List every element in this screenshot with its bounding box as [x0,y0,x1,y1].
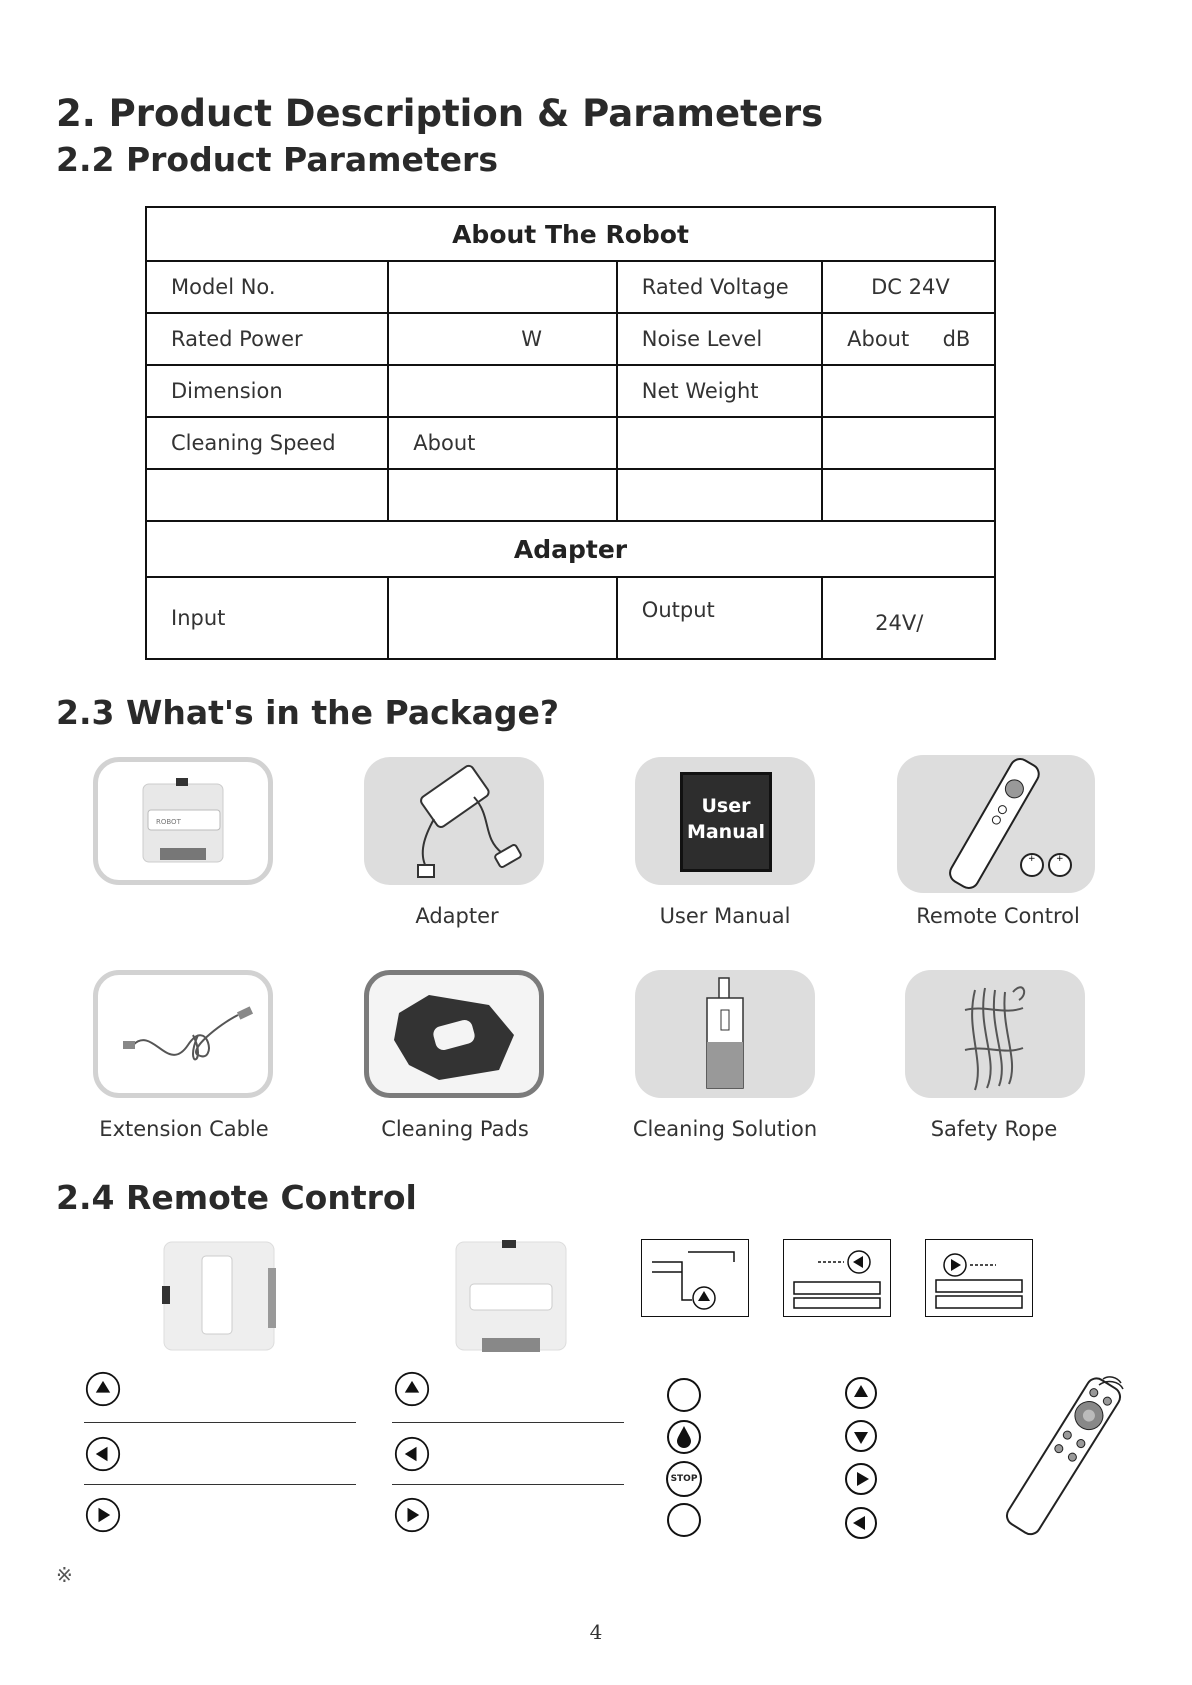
table-row [146,313,995,365]
table-cell [388,365,617,417]
package-label: Extension Cable [99,1117,269,1141]
package-label: Adapter [415,904,499,928]
robot-icon [98,762,268,880]
table-cell: Cleaning Speed [146,417,388,469]
left-arrow-button[interactable] [843,1505,879,1541]
water-drop-button[interactable] [666,1419,702,1455]
manual-book-line: User [701,795,751,817]
bottle-icon [635,970,815,1098]
package-item-cleaning-solution [635,970,815,1098]
package-label: Safety Rope [930,1117,1058,1141]
svg-text:+: + [1028,854,1036,864]
table-cell: Noise Level [617,313,822,365]
table-cell: Rated Power [146,313,388,365]
package-item-user-manual [635,757,815,885]
right-arrow-button[interactable] [843,1461,879,1497]
right-path-icon [926,1240,1032,1316]
svg-text:+: + [1056,854,1064,864]
up-arrow-button[interactable] [394,1371,430,1407]
cable-icon [98,975,268,1093]
table-cell: Dimension [146,365,388,417]
section-title-parameters: 2.2 Product Parameters [56,140,498,179]
down-arrow-button[interactable] [843,1418,879,1454]
table-cell [822,417,995,469]
table-cell: Input [146,577,388,659]
divider [84,1484,356,1485]
package-item-adapter [364,757,544,885]
package-label: Cleaning Solution [632,1117,818,1141]
right-arrow-button[interactable] [85,1497,121,1533]
robot-horizontal-icon [452,1238,570,1354]
table-row [146,417,995,469]
path-diagram-left [783,1239,891,1317]
table-cell: W [388,313,617,365]
package-item-robot [93,757,273,885]
package-label: Cleaning Pads [381,1117,529,1141]
left-arrow-button[interactable] [394,1436,430,1472]
table-cell [822,469,995,521]
package-item-cleaning-pads [364,970,544,1098]
robot-vertical-icon [160,1238,278,1354]
table-cell: Rated Voltage [617,261,822,313]
table-cell: DC 24V [822,261,995,313]
path-diagram-zigzag [641,1239,749,1317]
page-title: 2. Product Description & Parameters [56,92,824,135]
table-row [146,365,995,417]
up-arrow-button[interactable] [85,1371,121,1407]
left-path-icon [784,1240,890,1316]
table-cell [388,261,617,313]
page-number: 4 [589,1620,603,1644]
table-cell [388,577,617,659]
table-cell [388,469,617,521]
left-arrow-button[interactable] [85,1436,121,1472]
table-cell [822,365,995,417]
up-arrow-button[interactable] [843,1375,879,1411]
table-cell: About [388,417,617,469]
package-item-remote [897,755,1095,893]
robot-brand-label: ROBOT [156,818,181,826]
table-cell [146,469,388,521]
package-label: User Manual [659,904,791,928]
table-cell: Net Weight [617,365,822,417]
table-row [146,469,995,521]
table-cell: About dB [822,313,995,365]
table-header-robot: About The Robot [146,207,995,261]
table-cell [617,469,822,521]
section-title-package: 2.3 What's in the Package? [56,693,560,732]
parameters-table [145,206,996,660]
rope-icon [905,970,1085,1098]
table-cell: Output [617,577,822,659]
zigzag-path-icon [642,1240,748,1316]
package-label: Remote Control [916,904,1080,928]
divider [84,1422,356,1423]
manual-icon [680,772,772,872]
package-item-extension-cable [93,970,273,1098]
note-symbol: ※ [56,1563,73,1587]
remote-control-illustration [985,1365,1135,1555]
divider [392,1484,624,1485]
table-row [146,261,995,313]
right-arrow-button[interactable] [394,1497,430,1533]
remote-icon [897,755,1095,893]
blank-circle-button[interactable] [666,1502,702,1538]
table-cell: Model No. [146,261,388,313]
blank-circle-button[interactable] [666,1377,702,1413]
table-cell: 24V/ [822,577,995,659]
section-title-remote: 2.4 Remote Control [56,1178,417,1217]
divider [392,1422,624,1423]
package-item-safety-rope [905,970,1085,1098]
pad-icon [369,975,539,1093]
stop-button[interactable]: STOP [666,1461,702,1497]
adapter-icon [364,757,544,885]
table-row [146,577,995,659]
table-cell [617,417,822,469]
path-diagram-right [925,1239,1033,1317]
table-header-adapter: Adapter [146,521,995,577]
manual-book-line: Manual [686,821,766,843]
